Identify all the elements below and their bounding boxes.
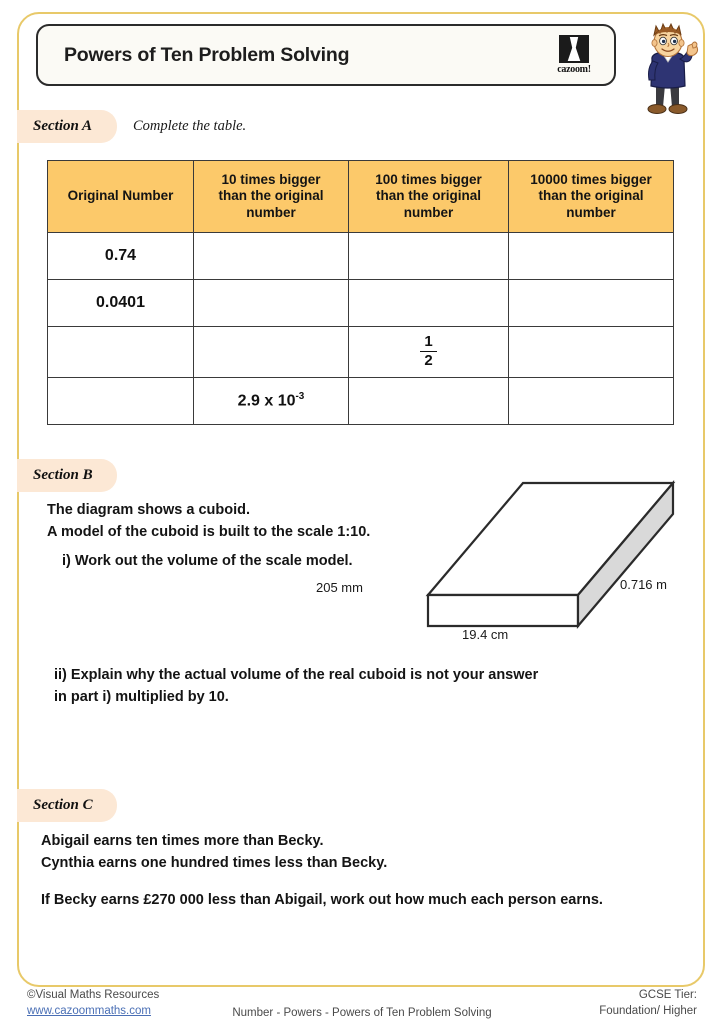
sci-exponent: -3 xyxy=(295,391,305,403)
cazoom-logo-word: cazoom! xyxy=(557,64,591,75)
page-footer xyxy=(0,988,724,1024)
cartoon-boy-thumbs-up-mascot-icon xyxy=(632,22,704,118)
table-row xyxy=(48,233,674,280)
table-row xyxy=(48,280,674,327)
fraction-one-half: $\frac{1}{2}$ xyxy=(420,334,436,369)
footer-topic: Number - Powers - Powers of Ten Problem Solving xyxy=(232,1007,492,1019)
answer-cell-r3c2[interactable] xyxy=(194,327,349,378)
answer-cell-r4c4[interactable] xyxy=(509,378,674,425)
section-b-line1: The diagram shows a cuboid. xyxy=(47,502,251,518)
section-a-instruction: Complete the table. xyxy=(133,118,247,134)
answer-cell-r3c4[interactable] xyxy=(509,327,674,378)
cuboid-height-label: 205 mm xyxy=(316,580,363,595)
answer-cell-r1c4[interactable] xyxy=(509,233,674,280)
section-c-body xyxy=(41,831,681,911)
powers-of-ten-table xyxy=(47,160,674,425)
cuboid-shape-icon xyxy=(398,470,698,635)
cell-r3c3-fraction xyxy=(349,327,509,378)
section-b-part-i: i) Work out the volume of the scale model. xyxy=(62,553,353,569)
section-b-badge: Section B xyxy=(17,459,117,492)
column-header-original-number: Original Number xyxy=(48,161,194,233)
answer-cell-r3c1[interactable] xyxy=(48,327,194,378)
section-b-line2: A model of the cuboid is built to the scale 1:10. xyxy=(47,523,371,540)
section-b-intro xyxy=(47,500,397,544)
answer-cell-r2c3[interactable] xyxy=(349,280,509,327)
answer-cell-r1c2[interactable] xyxy=(194,233,349,280)
column-header-10000-times: 10000 times bigger than the original number xyxy=(509,161,674,233)
footer-copyright: ©Visual Maths Resources xyxy=(27,989,160,1001)
answer-cell-r2c4[interactable] xyxy=(509,280,674,327)
cuboid-diagram xyxy=(316,470,698,642)
cazoom-hourglass-logo-icon xyxy=(559,35,589,63)
footer-tier-value: Foundation/ Higher xyxy=(599,1004,697,1017)
page-title: Powers of Ten Problem Solving xyxy=(64,43,350,66)
section-a-badge: Section A xyxy=(17,110,117,143)
answer-cell-r4c1[interactable] xyxy=(48,378,194,425)
sci-base: 2.9 x 10 xyxy=(237,392,296,410)
cuboid-depth-label: 0.716 m xyxy=(620,577,667,592)
table-row xyxy=(48,378,674,425)
section-b-part-ii-line1: ii) Explain why the actual volume of the real cuboid is not your answer xyxy=(54,667,539,683)
footer-tier-label: GCSE Tier: xyxy=(638,989,697,1001)
section-c-line1: Abigail earns ten times more than Becky. xyxy=(41,833,324,849)
footer-right xyxy=(599,988,697,1019)
table-header-row xyxy=(48,161,674,233)
section-c-line3: If Becky earns £270 000 less than Abigail, work out how much each person earns. xyxy=(41,891,603,908)
cell-r2c1: 0.0401 xyxy=(48,280,194,327)
cuboid-width-label: 19.4 cm xyxy=(462,627,509,642)
footer-website-link[interactable]: www.cazoommaths.com xyxy=(27,1004,151,1017)
section-b-part-ii-line2: in part i) multiplied by 10. xyxy=(54,688,229,705)
answer-cell-r1c3[interactable] xyxy=(349,233,509,280)
cell-r1c1: 0.74 xyxy=(48,233,194,280)
section-c-line2: Cynthia earns one hundred times less than Becky. xyxy=(41,854,388,871)
answer-cell-r4c3[interactable] xyxy=(349,378,509,425)
column-header-100-times: 100 times bigger than the original number xyxy=(349,161,509,233)
table-row xyxy=(48,327,674,378)
worksheet-title-bar xyxy=(36,24,616,86)
cazoom-logo xyxy=(552,32,596,78)
cell-r4c2-scientific xyxy=(194,378,349,425)
section-c-badge: Section C xyxy=(17,789,117,822)
answer-cell-r2c2[interactable] xyxy=(194,280,349,327)
column-header-10-times: 10 times bigger than the original number xyxy=(194,161,349,233)
section-c-spacer xyxy=(41,875,681,890)
section-b-part-ii xyxy=(54,665,644,709)
